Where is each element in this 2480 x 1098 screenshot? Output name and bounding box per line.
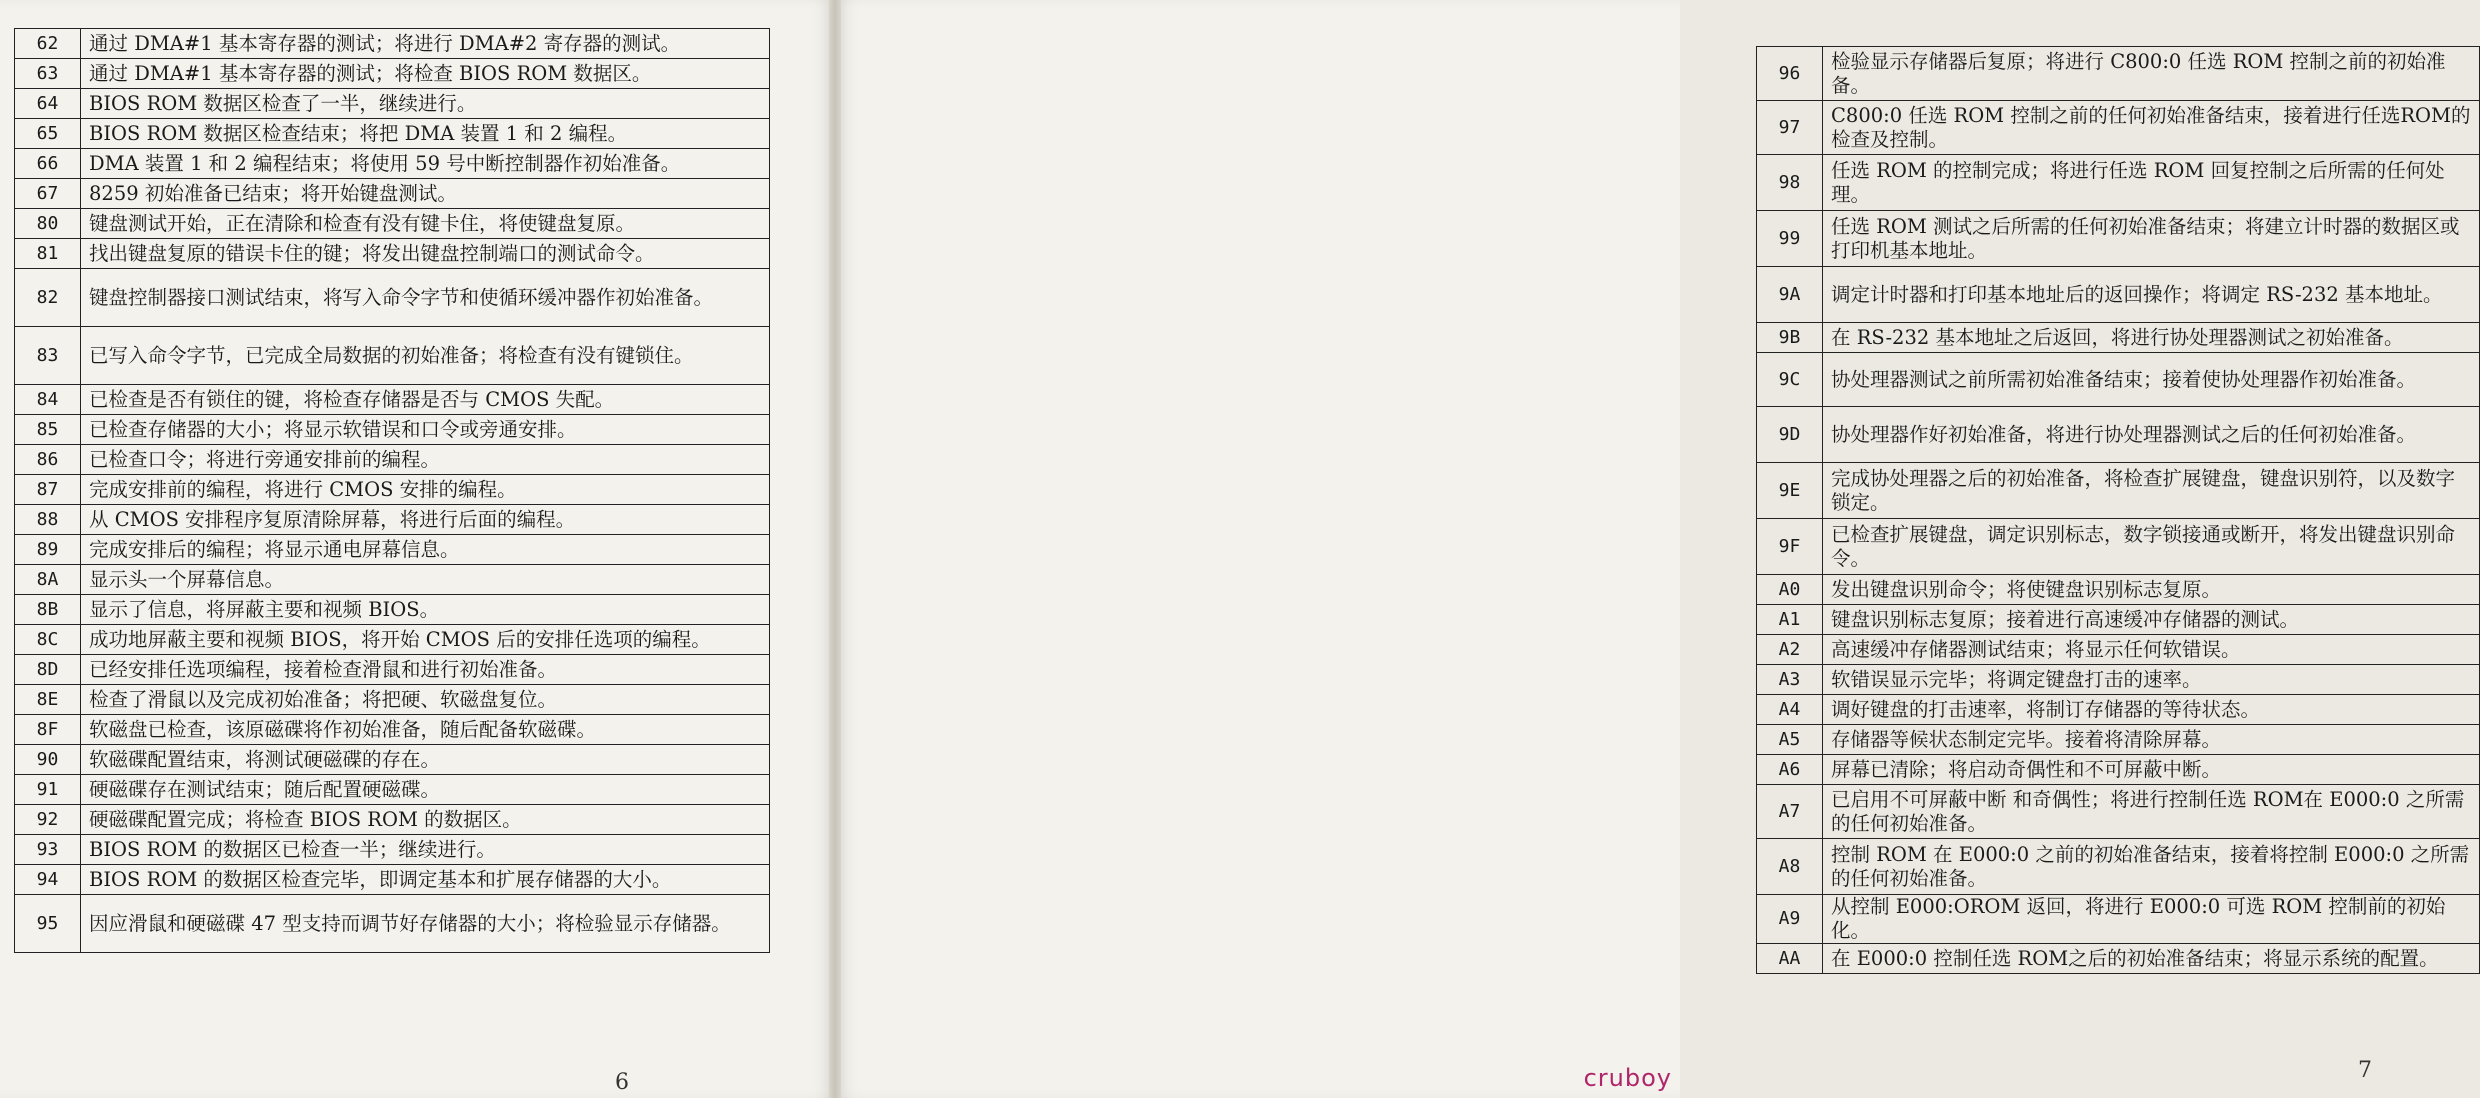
table-row xyxy=(1757,605,2480,635)
post-code: 91 xyxy=(15,775,81,805)
post-code: 92 xyxy=(15,805,81,835)
table-row xyxy=(1757,323,2480,353)
post-description: 通过 DMA#1 基本寄存器的测试；将检查 BIOS ROM 数据区。 xyxy=(81,59,770,89)
left-code-table xyxy=(14,28,770,953)
post-code: 88 xyxy=(15,505,81,535)
post-code: 94 xyxy=(15,865,81,895)
post-code: 63 xyxy=(15,59,81,89)
table-row xyxy=(1757,785,2480,839)
table-row xyxy=(15,685,770,715)
post-description: 已检查是否有锁住的键，将检查存储器是否与 CMOS 失配。 xyxy=(81,385,770,415)
post-description: 在 E000:0 控制任选 ROM之后的初始准备结束；将显示系统的配置。 xyxy=(1823,944,2480,974)
table-row xyxy=(15,239,770,269)
post-description: 显示了信息，将屏蔽主要和视频 BIOS。 xyxy=(81,595,770,625)
post-code: 9F xyxy=(1757,519,1823,575)
post-description: 软磁碟配置结束，将测试硬磁碟的存在。 xyxy=(81,745,770,775)
watermark: cruboy xyxy=(1583,1064,1672,1092)
post-description: 已检查口令；将进行旁通安排前的编程。 xyxy=(81,445,770,475)
table-row xyxy=(1757,725,2480,755)
post-description: BIOS ROM 的数据区已检查一半；继续进行。 xyxy=(81,835,770,865)
post-code: 86 xyxy=(15,445,81,475)
post-code: 97 xyxy=(1757,101,1823,155)
table-row xyxy=(1757,944,2480,974)
right-page xyxy=(835,0,2471,1098)
post-code: 9A xyxy=(1757,267,1823,323)
post-code: 8E xyxy=(15,685,81,715)
post-description: 存储器等候状态制定完毕。接着将清除屏幕。 xyxy=(1823,725,2480,755)
post-description: 发出键盘识别命令；将使键盘识别标志复原。 xyxy=(1823,575,2480,605)
post-description: DMA 装置 1 和 2 编程结束；将使用 59 号中断控制器作初始准备。 xyxy=(81,149,770,179)
table-row xyxy=(1757,895,2480,944)
post-description: 从控制 E000:OROM 返回，将进行 E000:0 可选 ROM 控制前的初始化。 xyxy=(1823,895,2480,944)
post-code: 8A xyxy=(15,565,81,595)
post-description: C800:0 任选 ROM 控制之前的任何初始准备结束，接着进行任选ROM的检查及控制。 xyxy=(1823,101,2480,155)
post-code: A3 xyxy=(1757,665,1823,695)
page-number: 6 xyxy=(615,1070,629,1095)
table-row xyxy=(1757,665,2480,695)
post-description: 8259 初始准备已结束；将开始键盘测试。 xyxy=(81,179,770,209)
post-code: 84 xyxy=(15,385,81,415)
table-row xyxy=(1757,101,2480,155)
post-description: BIOS ROM 数据区检查结束；将把 DMA 装置 1 和 2 编程。 xyxy=(81,119,770,149)
post-description: 完成协处理器之后的初始准备，将检查扩展键盘，键盘识别符，以及数字锁定。 xyxy=(1823,463,2480,519)
table-row xyxy=(1757,155,2480,211)
post-description: 找出键盘复原的错误卡住的键；将发出键盘控制端口的测试命令。 xyxy=(81,239,770,269)
post-description: 检验显示存储器后复原；将进行 C800:0 任选 ROM 控制之前的初始准备。 xyxy=(1823,47,2480,101)
post-description: 检查了滑鼠以及完成初始准备；将把硬、软磁盘复位。 xyxy=(81,685,770,715)
post-description: 完成安排后的编程；将显示通电屏幕信息。 xyxy=(81,535,770,565)
post-code: A1 xyxy=(1757,605,1823,635)
table-row xyxy=(15,745,770,775)
post-description: 已经安排任选项编程，接着检查滑鼠和进行初始准备。 xyxy=(81,655,770,685)
table-row xyxy=(15,505,770,535)
post-code: 64 xyxy=(15,89,81,119)
post-code: 9D xyxy=(1757,407,1823,463)
table-row xyxy=(1757,755,2480,785)
post-code: A2 xyxy=(1757,635,1823,665)
right-code-table xyxy=(1756,46,2480,974)
table-row xyxy=(1757,407,2480,463)
post-description: 硬磁碟存在测试结束；随后配置硬磁碟。 xyxy=(81,775,770,805)
post-code: 81 xyxy=(15,239,81,269)
post-code: 9B xyxy=(1757,323,1823,353)
table-row xyxy=(15,565,770,595)
post-code: 8B xyxy=(15,595,81,625)
table-row xyxy=(1757,635,2480,665)
table-row xyxy=(15,775,770,805)
table-row xyxy=(1757,575,2480,605)
post-code: 82 xyxy=(15,269,81,327)
post-code: A7 xyxy=(1757,785,1823,839)
table-row xyxy=(1757,839,2480,895)
post-code: 8D xyxy=(15,655,81,685)
table-row xyxy=(15,119,770,149)
post-code: A5 xyxy=(1757,725,1823,755)
table-row xyxy=(15,29,770,59)
table-row xyxy=(1757,519,2480,575)
table-row xyxy=(15,415,770,445)
table-row xyxy=(15,475,770,505)
table-row xyxy=(1757,353,2480,407)
post-code: AA xyxy=(1757,944,1823,974)
post-description: 已检查扩展键盘，调定识别标志，数字锁接通或断开，将发出键盘识别命令。 xyxy=(1823,519,2480,575)
table-row xyxy=(15,655,770,685)
post-code: 66 xyxy=(15,149,81,179)
table-row xyxy=(15,595,770,625)
post-code: 99 xyxy=(1757,211,1823,267)
table-row xyxy=(15,327,770,385)
post-description: 在 RS-232 基本地址之后返回，将进行协处理器测试之初始准备。 xyxy=(1823,323,2480,353)
post-description: 软磁盘已检查，该原磁碟将作初始准备，随后配备软磁碟。 xyxy=(81,715,770,745)
post-code: 83 xyxy=(15,327,81,385)
post-code: 9E xyxy=(1757,463,1823,519)
post-description: 硬磁碟配置完成；将检查 BIOS ROM 的数据区。 xyxy=(81,805,770,835)
post-description: 调好键盘的打击速率，将制订存储器的等待状态。 xyxy=(1823,695,2480,725)
table-row xyxy=(15,865,770,895)
table-row xyxy=(15,445,770,475)
post-description: 键盘控制器接口测试结束，将写入命令字节和使循环缓冲器作初始准备。 xyxy=(81,269,770,327)
table-row xyxy=(15,715,770,745)
post-code: A8 xyxy=(1757,839,1823,895)
post-description: 协处理器作好初始准备，将进行协处理器测试之后的任何初始准备。 xyxy=(1823,407,2480,463)
table-row xyxy=(15,835,770,865)
post-code: A9 xyxy=(1757,895,1823,944)
table-row xyxy=(15,805,770,835)
post-code: 65 xyxy=(15,119,81,149)
table-row xyxy=(1757,47,2480,101)
post-code: A4 xyxy=(1757,695,1823,725)
post-description: 完成安排前的编程，将进行 CMOS 安排的编程。 xyxy=(81,475,770,505)
table-row xyxy=(15,59,770,89)
table-row xyxy=(15,385,770,415)
post-code: 85 xyxy=(15,415,81,445)
post-description: BIOS ROM 数据区检查了一半，继续进行。 xyxy=(81,89,770,119)
left-page xyxy=(0,0,835,1098)
post-description: BIOS ROM 的数据区检查完毕，即调定基本和扩展存储器的大小。 xyxy=(81,865,770,895)
post-code: 87 xyxy=(15,475,81,505)
post-description: 已检查存储器的大小；将显示软错误和口令或旁通安排。 xyxy=(81,415,770,445)
post-description: 任选 ROM 的控制完成；将进行任选 ROM 回复控制之后所需的任何处理。 xyxy=(1823,155,2480,211)
post-description: 键盘测试开始，正在清除和检查有没有键卡住，将使键盘复原。 xyxy=(81,209,770,239)
table-row xyxy=(15,269,770,327)
post-description: 通过 DMA#1 基本寄存器的测试；将进行 DMA#2 寄存器的测试。 xyxy=(81,29,770,59)
post-description: 键盘识别标志复原；接着进行高速缓冲存储器的测试。 xyxy=(1823,605,2480,635)
table-row xyxy=(1757,267,2480,323)
post-description: 任选 ROM 测试之后所需的任何初始准备结束；将建立计时器的数据区或打印机基本地址。 xyxy=(1823,211,2480,267)
post-code: 98 xyxy=(1757,155,1823,211)
table-row xyxy=(15,149,770,179)
post-code: 8C xyxy=(15,625,81,655)
post-code: 80 xyxy=(15,209,81,239)
post-code: A6 xyxy=(1757,755,1823,785)
post-description: 高速缓冲存储器测试结束；将显示任何软错误。 xyxy=(1823,635,2480,665)
book-gutter xyxy=(829,0,841,1098)
post-description: 成功地屏蔽主要和视频 BIOS，将开始 CMOS 后的安排任选项的编程。 xyxy=(81,625,770,655)
post-code: A0 xyxy=(1757,575,1823,605)
page-number: 7 xyxy=(2358,1058,2372,1083)
post-code: 93 xyxy=(15,835,81,865)
post-description: 因应滑鼠和硬磁碟 47 型支持而调节好存储器的大小；将检验显示存储器。 xyxy=(81,895,770,953)
post-description: 调定计时器和打印基本地址后的返回操作；将调定 RS-232 基本地址。 xyxy=(1823,267,2480,323)
post-description: 软错误显示完毕；将调定键盘打击的速率。 xyxy=(1823,665,2480,695)
table-row xyxy=(1757,463,2480,519)
table-row xyxy=(15,535,770,565)
post-code: 96 xyxy=(1757,47,1823,101)
post-description: 从 CMOS 安排程序复原清除屏幕，将进行后面的编程。 xyxy=(81,505,770,535)
post-description: 已写入命令字节，已完成全局数据的初始准备；将检查有没有键锁住。 xyxy=(81,327,770,385)
post-code: 67 xyxy=(15,179,81,209)
table-row xyxy=(15,895,770,953)
table-row xyxy=(1757,695,2480,725)
post-code: 89 xyxy=(15,535,81,565)
post-description: 显示头一个屏幕信息。 xyxy=(81,565,770,595)
post-code: 9C xyxy=(1757,353,1823,407)
post-code: 8F xyxy=(15,715,81,745)
post-code: 62 xyxy=(15,29,81,59)
table-row xyxy=(15,89,770,119)
post-code: 90 xyxy=(15,745,81,775)
post-code: 95 xyxy=(15,895,81,953)
post-description: 控制 ROM 在 E000:0 之前的初始准备结束，接着将控制 E000:0 之所需的任何初始准备。 xyxy=(1823,839,2480,895)
post-description: 已启用不可屏蔽中断 和奇偶性；将进行控制任选 ROM在 E000:0 之所需的任何初始准备。 xyxy=(1823,785,2480,839)
table-row xyxy=(15,209,770,239)
post-description: 协处理器测试之前所需初始准备结束；接着使协处理器作初始准备。 xyxy=(1823,353,2480,407)
table-row xyxy=(1757,211,2480,267)
post-description: 屏幕已清除；将启动奇偶性和不可屏蔽中断。 xyxy=(1823,755,2480,785)
table-row xyxy=(15,179,770,209)
table-row xyxy=(15,625,770,655)
